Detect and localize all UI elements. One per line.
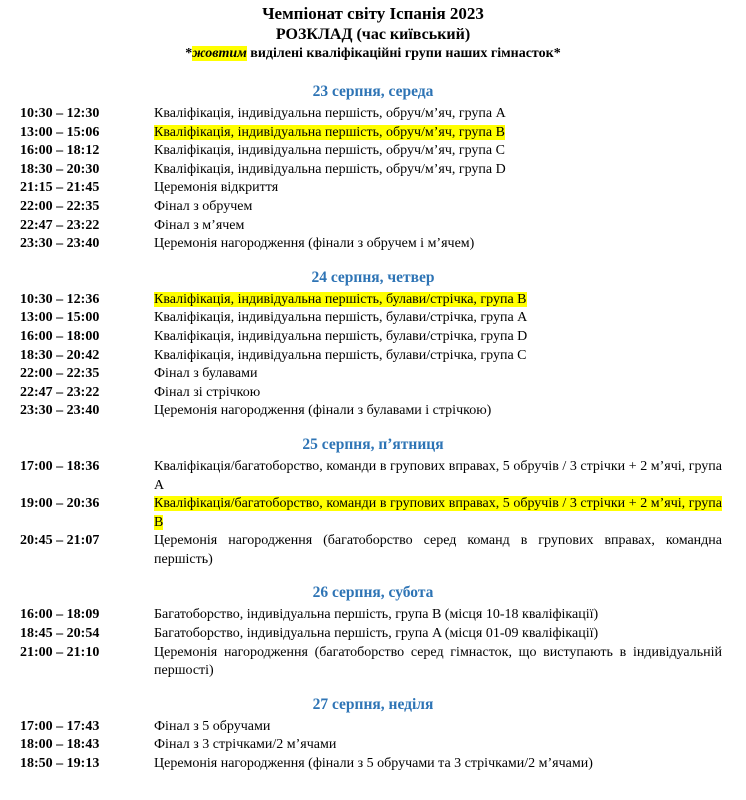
document-header — [0, 0, 746, 63]
day-heading: 27 серпня, неділя — [312, 695, 434, 713]
row-event: Кваліфікація/багатоборство, команди в групових вправах, 5 обручів / 3 стрічки + 2 м’ячі, група A — [154, 458, 722, 493]
day-heading: 23 серпня, середа — [312, 83, 434, 100]
row-event: Багатоборство, індивідуальна першість, група A (місця 01-09 кваліфікації) — [154, 626, 599, 642]
schedule-row — [0, 217, 746, 236]
document-title: Чемпіонат світу Іспанія 2023 — [262, 4, 484, 23]
row-event: Церемонія нагородження (фінали з булавами і стрічкою) — [154, 403, 492, 419]
schedule-row — [0, 198, 746, 217]
row-time: 21:00 – 21:10 — [20, 644, 100, 660]
note-text: виділені кваліфікаційні групи наших гімнасток* — [246, 46, 561, 61]
row-time: 20:45 – 21:07 — [20, 533, 100, 549]
schedule-row — [0, 105, 746, 124]
schedule-row — [0, 179, 746, 198]
row-event: Церемонія нагородження (фінали з обручем і м’ячем) — [154, 236, 475, 252]
row-event: Кваліфікація, індивідуальна першість, булави/стрічка, група C — [154, 347, 527, 363]
row-event: Кваліфікація, індивідуальна першість, булави/стрічка, група A — [154, 310, 528, 326]
row-time: 18:30 – 20:42 — [20, 347, 100, 363]
row-time: 22:00 – 22:35 — [20, 198, 100, 214]
schedule-row — [0, 235, 746, 254]
row-event-highlighted: Кваліфікація, індивідуальна першість, булави/стрічка, група B — [154, 291, 527, 307]
row-event: Кваліфікація, індивідуальна першість, обруч/м’яч, група D — [154, 161, 506, 177]
row-time: 16:00 – 18:00 — [20, 328, 100, 344]
row-time: 10:30 – 12:36 — [20, 291, 100, 307]
schedule-row — [0, 625, 746, 644]
row-event: Кваліфікація, індивідуальна першість, обруч/м’яч, група C — [154, 143, 505, 159]
row-event: Фінал з 5 обручами — [154, 718, 271, 734]
row-time: 18:45 – 20:54 — [20, 626, 100, 642]
schedule-row — [0, 365, 746, 384]
schedule-row — [0, 606, 746, 625]
row-event: Церемонія нагородження (багатоборство серед команд в групових вправах, командна першість) — [154, 533, 722, 567]
day-heading: 26 серпня, субота — [312, 584, 434, 602]
row-time: 22:47 – 23:22 — [20, 217, 100, 233]
schedule-row — [0, 402, 746, 421]
row-event-highlighted: Кваліфікація/багатоборство, команди в групових вправах, 5 обручів / 3 стрічки + 2 м’ячі, група B — [154, 496, 722, 530]
row-event: Фінал з 3 стрічками/2 м’ячами — [154, 737, 337, 753]
row-time: 16:00 – 18:09 — [20, 607, 100, 623]
row-event: Багатоборство, індивідуальна першість, група B (місця 10-18 кваліфікації) — [154, 607, 599, 623]
row-time: 22:00 – 22:35 — [20, 366, 100, 382]
row-time: 21:15 – 21:45 — [20, 180, 100, 196]
day-heading: 24 серпня, четвер — [311, 268, 435, 286]
row-time: 22:47 – 23:22 — [20, 384, 100, 400]
schedule-row — [0, 736, 746, 755]
highlight-note — [0, 45, 746, 63]
row-time: 23:30 – 23:40 — [20, 236, 100, 252]
row-event: Фінал з булавами — [154, 366, 258, 382]
schedule-row — [0, 384, 746, 403]
row-time: 18:50 – 19:13 — [20, 756, 100, 772]
schedule-row — [0, 495, 746, 532]
schedule-row — [0, 644, 746, 681]
schedule-row — [0, 291, 746, 310]
row-time: 18:30 – 20:30 — [20, 161, 100, 177]
row-event: Кваліфікація, індивідуальна першість, обруч/м’яч, група A — [154, 106, 506, 121]
schedule-row — [0, 532, 746, 569]
row-event: Кваліфікація, індивідуальна першість, булави/стрічка, група D — [154, 328, 528, 344]
row-time: 17:00 – 17:43 — [20, 718, 100, 734]
row-time: 23:30 – 23:40 — [20, 403, 100, 419]
row-time: 16:00 – 18:12 — [20, 143, 100, 159]
schedule-row — [0, 124, 746, 143]
schedule-row — [0, 309, 746, 328]
row-time: 19:00 – 20:36 — [20, 496, 100, 512]
document-subtitle: РОЗКЛАД (час київський) — [275, 26, 471, 43]
row-time: 18:00 – 18:43 — [20, 737, 100, 753]
row-time: 13:00 – 15:00 — [20, 310, 100, 326]
schedule-row — [0, 328, 746, 347]
schedule-row — [0, 161, 746, 180]
schedule-row — [0, 755, 746, 774]
note-highlight-word: жовтим — [192, 46, 247, 61]
row-event: Фінал з обручем — [154, 198, 253, 214]
row-event-highlighted: Кваліфікація, індивідуальна першість, обруч/м’яч, група B — [154, 124, 505, 140]
row-event: Фінал з м’ячем — [154, 217, 245, 233]
row-event: Церемонія нагородження (багатоборство серед гімнасток, що виступають в індивідуальній першості) — [154, 644, 722, 679]
schedule-row — [0, 142, 746, 161]
day-heading: 25 серпня, п’ятниця — [302, 435, 444, 453]
note-prefix: * — [185, 46, 193, 61]
schedule-row — [0, 718, 746, 737]
schedule-row — [0, 347, 746, 366]
row-time: 13:00 – 15:06 — [20, 124, 100, 140]
row-event: Церемонія нагородження (фінали з 5 обручами та 3 стрічками/2 м’ячами) — [154, 756, 593, 772]
row-time: 10:30 – 12:30 — [20, 106, 100, 121]
row-event: Церемонія відкриття — [154, 180, 279, 196]
row-time: 17:00 – 18:36 — [20, 458, 100, 474]
row-event: Фінал зі стрічкою — [154, 384, 261, 400]
schedule-row — [0, 458, 746, 495]
